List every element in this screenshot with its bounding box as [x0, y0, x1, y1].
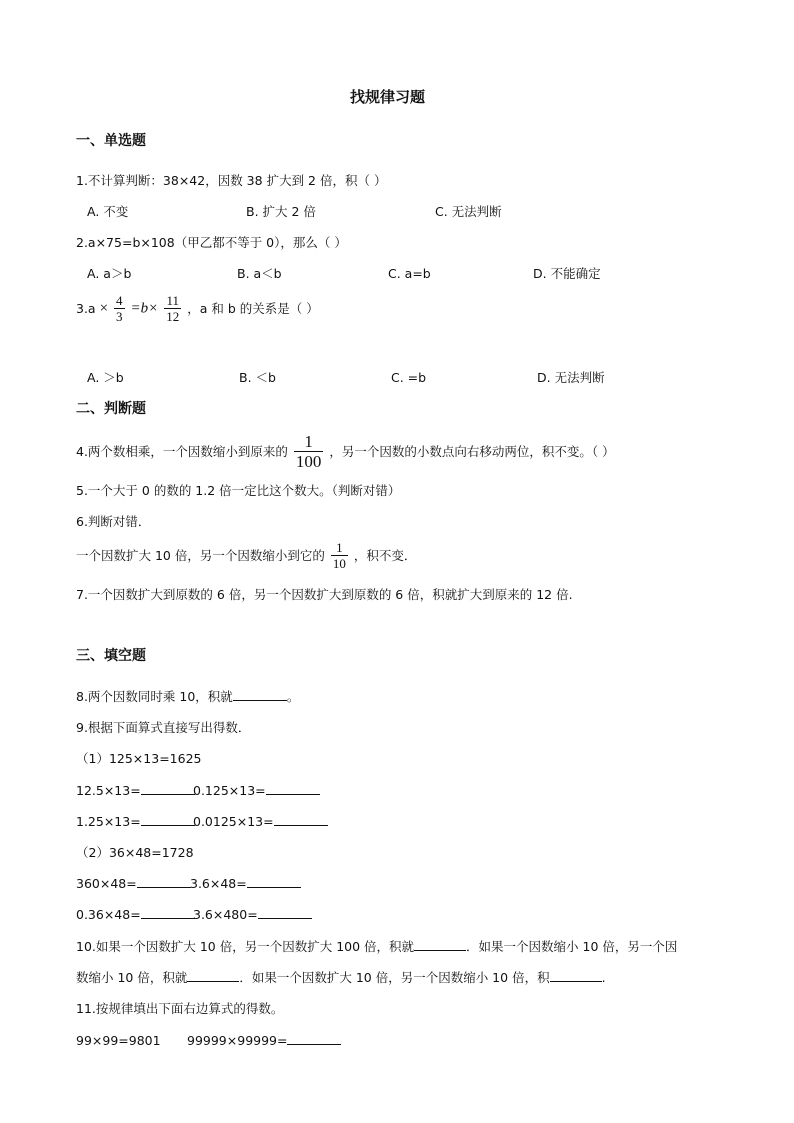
answer-blank[interactable] [141, 907, 195, 919]
answer-blank[interactable] [247, 876, 301, 888]
q1-option-a[interactable]: A. 不变 [87, 204, 129, 219]
question-8: 8.两个因数同时乘 10，积就 。 [76, 689, 300, 704]
q9-row-3b: 3.6×48= [190, 876, 301, 891]
answer-blank[interactable] [141, 814, 195, 826]
q9-row-4b: 3.6×480= [193, 907, 312, 922]
q9-row-2b: 0.0125×13= [193, 814, 328, 829]
q3-equals-b: =b× [130, 300, 159, 317]
q3-option-d[interactable]: D. 无法判断 [537, 370, 605, 385]
answer-blank[interactable] [414, 939, 466, 951]
section-heading-fill-blank: 三、填空题 [76, 648, 146, 664]
q3-suffix: ，a 和 b 的关系是（ ） [187, 301, 319, 316]
question-5: 5.一个大于 0 的数的 1.2 倍一定比这个数大。（判断对错） [76, 483, 401, 498]
question-2: 2.a×75=b×108（甲乙都不等于 0），那么（ ） [76, 235, 347, 250]
question-10-line-2: 数缩小 10 倍，积就 ．如果一个因数扩大 10 倍，另一个因数缩小 10 倍，积 . [76, 970, 606, 985]
question-6-statement: 一个因数扩大 10 倍，另一个因数缩小到它的 $\frac{1}{10}$ ，积不变． [76, 540, 417, 571]
q3-times: × [99, 300, 109, 317]
question-6: 6.判断对错． [76, 514, 151, 529]
question-9: 9.根据下面算式直接写出得数． [76, 720, 251, 735]
q9-part-1: （1）125×13=1625 [76, 751, 202, 766]
answer-blank[interactable] [187, 970, 239, 982]
question-3 [76, 294, 319, 323]
q11-example: 99×99=9801 [76, 1033, 161, 1048]
q3-option-c[interactable]: C. =b [391, 370, 427, 385]
q2-option-b[interactable]: B. a＜b [237, 266, 282, 281]
q2-option-a[interactable]: A. a＞b [87, 266, 132, 281]
q9-row-4a: 0.36×48= [76, 907, 195, 922]
q1-option-c[interactable]: C. 无法判断 [435, 204, 502, 219]
answer-blank[interactable] [233, 689, 287, 701]
section-heading-true-false: 二、判断题 [76, 401, 146, 417]
q9-row-1a: 12.5×13= [76, 783, 195, 798]
answer-blank[interactable] [274, 814, 328, 826]
q2-option-d[interactable]: D. 不能确定 [533, 266, 601, 281]
answer-blank[interactable] [550, 970, 602, 982]
question-1: 1.不计算判断：38×42，因数 38 扩大到 2 倍，积（ ） [76, 173, 387, 188]
q9-part-2: （2）36×48=1728 [76, 845, 194, 860]
q9-row-2a: 1.25×13= [76, 814, 195, 829]
q4-fraction: $\frac{1}{100}$ [295, 432, 322, 471]
question-4: 4.两个数相乘，一个因数缩小到原来的 $\frac{1}{100}$ ，另一个因数的小数点向右移动两位，积不变。（ ） [76, 432, 615, 471]
q1-option-b[interactable]: B. 扩大 2 倍 [246, 204, 316, 219]
question-11: 11.按规律填出下面右边算式的得数。 [76, 1001, 284, 1016]
answer-blank[interactable] [266, 783, 320, 795]
q3-prefix: 3.a [76, 301, 96, 316]
section-heading-single-choice: 一、单选题 [76, 133, 146, 149]
q3-option-a[interactable]: A. ＞b [87, 370, 124, 385]
q2-option-c[interactable]: C. a=b [388, 266, 431, 281]
answer-blank[interactable] [141, 783, 195, 795]
q9-row-1b: 0.125×13= [193, 783, 320, 798]
q9-row-3a: 360×48= [76, 876, 191, 891]
answer-blank[interactable] [137, 876, 191, 888]
q11-target: 99999×99999= [187, 1033, 341, 1048]
question-10-line-1: 10.如果一个因数扩大 10 倍，另一个因数扩大 100 倍，积就 ．如果一个因数缩小 10 倍，另一个因 [76, 939, 678, 954]
q3-fraction-2: $\frac{11}{12}$ [166, 293, 180, 324]
q6-fraction: $\frac{1}{10}$ [332, 540, 346, 571]
page-title: 找规律习题 [350, 88, 426, 106]
answer-blank[interactable] [258, 907, 312, 919]
question-7: 7.一个因数扩大到原数的 6 倍，另一个因数扩大到原数的 6 倍，积就扩大到原来的 12 倍. [76, 587, 573, 602]
q3-option-b[interactable]: B. ＜b [239, 370, 276, 385]
q3-fraction-1: $\frac{4}{3}$ [116, 293, 123, 324]
answer-blank[interactable] [287, 1033, 341, 1045]
